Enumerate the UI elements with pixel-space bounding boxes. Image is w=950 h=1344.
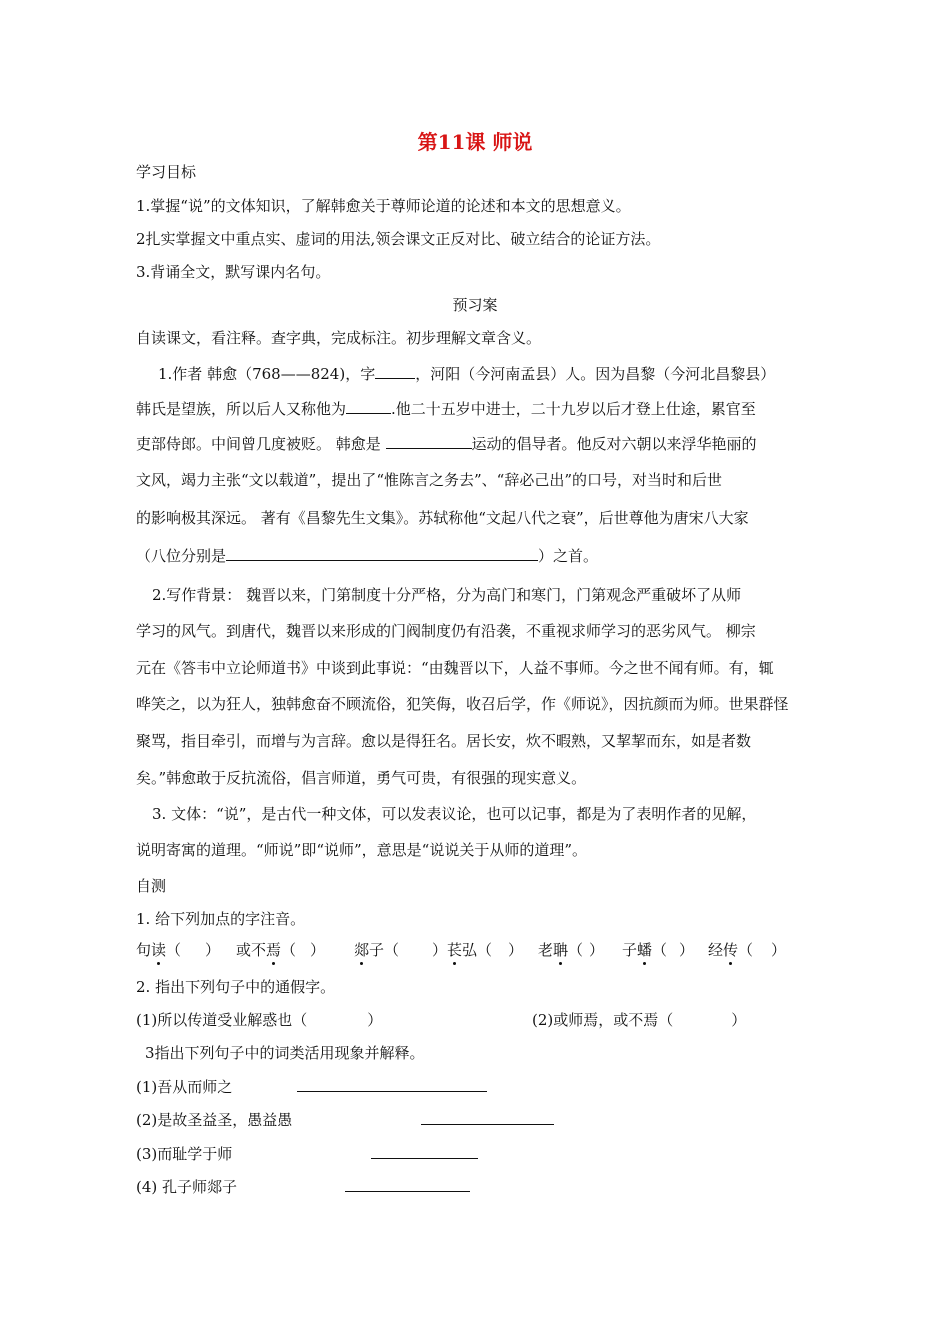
background-line: 2.写作背景： 魏晋以来，门第制度十分严格，分为高门和寒门，门第观念严重破坏了从师 bbox=[152, 586, 742, 604]
answer-blank-movement[interactable] bbox=[386, 433, 472, 449]
author-line: 文风，竭力主张“文以载道”，提出了“惟陈言之务去”、“辞必己出”的口号，对当时和后世 bbox=[136, 471, 723, 489]
selftest-heading: 自测 bbox=[136, 877, 167, 895]
pinyin-item[interactable]: 子蟠（ ） bbox=[622, 941, 695, 959]
background-line: 学习的风气。到唐代，魏晋以来形成的门阀制度仍有沿袭，不重视求师学习的恶劣风气。 柳宗 bbox=[136, 622, 756, 640]
pinyin-item[interactable]: ）苌弘（ ） bbox=[432, 941, 524, 959]
pinyin-item[interactable]: 或不焉（ ） bbox=[236, 941, 326, 959]
preview-intro: 自读课文，看注释。查字典，完成标注。初步理解文章含义。 bbox=[136, 329, 542, 347]
q3-item: (4) 孔子师郯子 bbox=[136, 1178, 238, 1196]
q3-answer-line[interactable] bbox=[371, 1158, 478, 1159]
pinyin-item[interactable]: 郯子（ bbox=[354, 941, 400, 959]
genre-line: 说明寄寓的道理。“师说”即“说师”，意思是“说说关于从师的道理”。 bbox=[136, 841, 588, 859]
objectives-heading: 学习目标 bbox=[136, 163, 197, 181]
objective-item: 1.掌握“说”的文体知识，了解韩愈关于尊师论道的论述和本文的思想意义。 bbox=[136, 197, 631, 215]
q2-item-a[interactable]: (1)所以传道受业解惑也（ ） bbox=[136, 1011, 383, 1029]
author-line: 韩氏是望族，所以后人又称他为 .他二十五岁中进士，二十九岁以后才登上仕途，累官至 bbox=[136, 400, 756, 418]
q3-answer-line[interactable] bbox=[421, 1124, 554, 1125]
page-title: 第11课 师说 bbox=[417, 130, 533, 154]
pinyin-item[interactable]: 老聃（ ） bbox=[538, 941, 605, 959]
q3-prompt: 3指出下列句子中的词类活用现象并解释。 bbox=[145, 1044, 425, 1062]
q1-prompt: 1. 给下列加点的字注音。 bbox=[136, 910, 306, 928]
q2-prompt: 2. 指出下列句子中的通假字。 bbox=[136, 978, 336, 996]
pinyin-item[interactable]: 经传（ ） bbox=[708, 941, 787, 959]
q2-item-b[interactable]: (2)或师焉，或不焉（ ） bbox=[532, 1011, 747, 1029]
objective-item: 2扎实掌握文中重点实、虚词的用法,领会课文正反对比、破立结合的论证方法。 bbox=[136, 230, 661, 248]
background-line: 哗笑之，以为狂人，独韩愈奋不顾流俗，犯笑侮，收召后学，作《师说》，因抗颜而为师。世果群怪 bbox=[136, 695, 789, 713]
answer-blank-eight-masters[interactable] bbox=[226, 545, 538, 561]
answer-blank-courtesy-name[interactable] bbox=[375, 363, 415, 379]
pinyin-item[interactable]: 句读（ ） bbox=[136, 941, 221, 959]
preview-heading: 预习案 bbox=[452, 296, 498, 314]
author-line: （八位分别是 ）之首。 bbox=[136, 547, 599, 565]
author-line: 吏部侍郎。中间曾几度被贬。 韩愈是 运动的倡导者。他反对六朝以来浮华艳丽的 bbox=[136, 435, 757, 453]
q3-item: (2)是故圣益圣，愚益愚 bbox=[136, 1111, 293, 1129]
author-line: 的影响极其深远。 著有《昌黎先生文集》。苏轼称他“文起八代之衰”，后世尊他为唐宋八大家 bbox=[136, 509, 749, 527]
genre-line: 3. 文体：“说”，是古代一种文体，可以发表议论，也可以记事，都是为了表明作者的见解， bbox=[152, 805, 757, 823]
q3-answer-line[interactable] bbox=[345, 1191, 470, 1192]
background-line: 矣。”韩愈敢于反抗流俗，倡言师道，勇气可贵，有很强的现实意义。 bbox=[136, 769, 587, 787]
answer-blank-alias[interactable] bbox=[346, 398, 391, 414]
q3-answer-line[interactable] bbox=[297, 1091, 487, 1092]
background-line: 元在《答韦中立论师道书》中谈到此事说：“由魏晋以下，人益不事师。今之世不闻有师。有，辄 bbox=[136, 659, 774, 677]
q3-item: (1)吾从而师之 bbox=[136, 1078, 233, 1096]
objective-item: 3.背诵全文，默写课内名句。 bbox=[136, 263, 331, 281]
background-line: 聚骂，指目牵引，而增与为言辞。愈以是得狂名。居长安，炊不暇熟，又挈挈而东，如是者数 bbox=[136, 732, 752, 750]
q3-item: (3)而耻学于师 bbox=[136, 1145, 233, 1163]
author-line: 1.作者 韩愈（768——824)，字 ，河阳（今河南孟县）人。因为昌黎（今河北昌黎县） bbox=[158, 365, 776, 383]
